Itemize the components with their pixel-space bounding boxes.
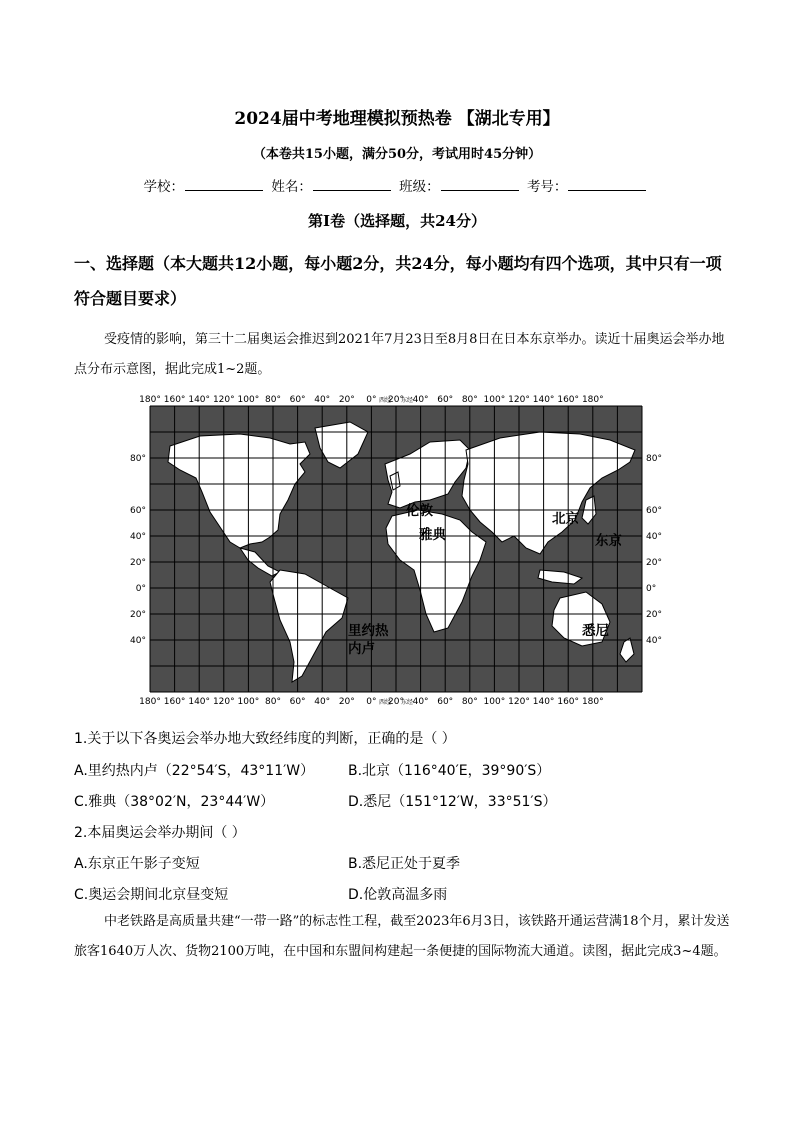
latitude-tick-label: 40° — [646, 636, 662, 646]
longitude-tick-label: 20° — [338, 697, 355, 707]
bottom-longitude-labels — [139, 697, 603, 707]
latitude-tick-label: 60° — [646, 506, 662, 516]
city-rio-line1: 里约热 — [348, 623, 389, 639]
q2-option-c[interactable]: C.奥运会期间北京昼变短 — [74, 887, 229, 903]
class-label: 班级： — [399, 179, 440, 195]
number-label: 考号： — [526, 179, 568, 195]
longitude-tick-label: 100° — [237, 395, 260, 405]
latitude-tick-label: 0° — [135, 584, 146, 594]
passage-2: 中老铁路是高质量共建“一带一路”的标志性工程，截至2023年6月3日，该铁路开通运营满18个月，累计发送旅客1640万人次、货物2100万吨，在中国和东盟间构建起一条便捷的国际物流大通道。读图，据此完成3~4题。 — [74, 914, 730, 959]
longitude-tick-label: 180° — [581, 697, 604, 707]
q1-option-d[interactable]: D.悉尼（151°12′W，33°51′S） — [348, 794, 557, 810]
longitude-tick-label: 60° — [289, 395, 306, 405]
longitude-tick-label: 80° — [461, 697, 478, 707]
longitude-tick-label: 160° — [163, 395, 186, 405]
longitude-tick-label: 60° — [289, 697, 306, 707]
school-blank[interactable] — [185, 178, 263, 191]
latitude-tick-label: 40° — [130, 532, 146, 542]
longitude-tick-label: 0° — [366, 697, 377, 707]
longitude-tick-label: 40° — [314, 395, 331, 405]
latitude-tick-label: 20° — [130, 610, 146, 620]
latitude-tick-label: 80° — [646, 454, 662, 464]
longitude-tick-label: 120° — [508, 697, 530, 707]
longitude-tick-label: 140° — [532, 395, 555, 405]
exam-subtitle: （本卷共15小题，满分50分，考试用时45分钟） — [252, 147, 542, 162]
top-longitude-labels — [139, 395, 603, 405]
longitude-tick-label: 0° — [366, 395, 377, 405]
longitude-tick-label: 20° — [388, 395, 404, 405]
passage-1: 受疫情的影响，第三十二届奥运会推迟到2021年7月23日至8月8日在日本东京举办。读近十届奥运会举办地点分布示意图，据此完成1~2题。 — [74, 332, 725, 377]
olympic-host-world-map — [130, 392, 660, 707]
latitude-tick-label: 20° — [130, 558, 146, 568]
section-title: 一、选择题（本大题共12小题，每小题2分，共24分，每小题均有四个选项，其中只有一项符合题目要求） — [74, 254, 722, 308]
west-longitude-note: 西经 — [378, 397, 392, 404]
name-label: 姓名： — [271, 179, 312, 195]
longitude-tick-label: 180° — [139, 395, 161, 405]
longitude-tick-label: 100° — [483, 395, 506, 405]
latitude-tick-label: 40° — [130, 636, 146, 646]
longitude-tick-label: 160° — [557, 697, 580, 707]
name-blank[interactable] — [313, 178, 391, 191]
latitude-tick-label: 40° — [646, 532, 662, 542]
lat-lon-grid — [150, 406, 642, 692]
city-beijing: 北京 — [552, 511, 579, 527]
q2-option-d[interactable]: D.伦敦高温多雨 — [348, 887, 448, 903]
q1-option-a[interactable]: A.里约热内卢（22°54′S，43°11′W） — [74, 763, 315, 779]
right-latitude-labels — [646, 454, 662, 646]
east-longitude-note: 东经 — [400, 699, 414, 706]
city-rio-line2: 内卢 — [348, 641, 375, 657]
q1-option-c[interactable]: C.雅典（38°02′N，23°44′W） — [74, 794, 275, 810]
longitude-tick-label: 40° — [412, 395, 429, 405]
longitude-tick-label: 140° — [188, 395, 211, 405]
longitude-tick-label: 80° — [265, 395, 281, 405]
longitude-tick-label: 160° — [163, 697, 186, 707]
longitude-tick-label: 180° — [581, 395, 604, 405]
question-1-stem: 1.关于以下各奥运会举办地大致经纬度的判断，正确的是（ ） — [74, 731, 456, 747]
volume-title: 第I卷（选择题，共24分） — [308, 212, 486, 230]
q2-option-a[interactable]: A.东京正午影子变短 — [74, 856, 200, 872]
longitude-tick-label: 100° — [483, 697, 506, 707]
longitude-tick-label: 80° — [265, 697, 281, 707]
east-longitude-note: 东经 — [400, 397, 414, 404]
longitude-tick-label: 40° — [412, 697, 429, 707]
number-blank[interactable] — [568, 178, 646, 191]
longitude-tick-label: 80° — [461, 395, 478, 405]
latitude-tick-label: 80° — [130, 454, 146, 464]
longitude-tick-label: 120° — [212, 395, 235, 405]
longitude-tick-label: 180° — [139, 697, 161, 707]
left-latitude-labels — [130, 454, 146, 646]
student-info-line — [0, 175, 794, 195]
city-london: 伦敦 — [406, 503, 433, 519]
west-longitude-note: 西经 — [378, 699, 392, 706]
latitude-tick-label: 20° — [646, 610, 662, 620]
longitude-tick-label: 20° — [388, 697, 404, 707]
latitude-tick-label: 0° — [646, 584, 657, 594]
longitude-tick-label: 60° — [437, 395, 454, 405]
latitude-tick-label: 60° — [130, 506, 146, 516]
longitude-tick-label: 40° — [314, 697, 331, 707]
q2-option-b[interactable]: B.悉尼正处于夏季 — [348, 856, 461, 872]
city-tokyo: 东京 — [595, 533, 622, 549]
longitude-tick-label: 120° — [508, 395, 530, 405]
longitude-tick-label: 60° — [437, 697, 454, 707]
city-sydney: 悉尼 — [582, 623, 609, 639]
class-blank[interactable] — [441, 178, 519, 191]
q1-option-b[interactable]: B.北京（116°40′E，39°90′S） — [348, 763, 551, 779]
question-2-stem: 2.本届奥运会举办期间（ ） — [74, 825, 246, 841]
city-athens: 雅典 — [419, 527, 446, 543]
longitude-tick-label: 140° — [188, 697, 211, 707]
longitude-tick-label: 160° — [557, 395, 580, 405]
longitude-tick-label: 20° — [338, 395, 355, 405]
longitude-tick-label: 120° — [212, 697, 235, 707]
school-label: 学校： — [143, 179, 185, 195]
latitude-tick-label: 20° — [646, 558, 662, 568]
longitude-tick-label: 100° — [237, 697, 260, 707]
longitude-tick-label: 140° — [532, 697, 555, 707]
exam-title: 2024届中考地理模拟预热卷 【湖北专用】 — [234, 109, 560, 129]
